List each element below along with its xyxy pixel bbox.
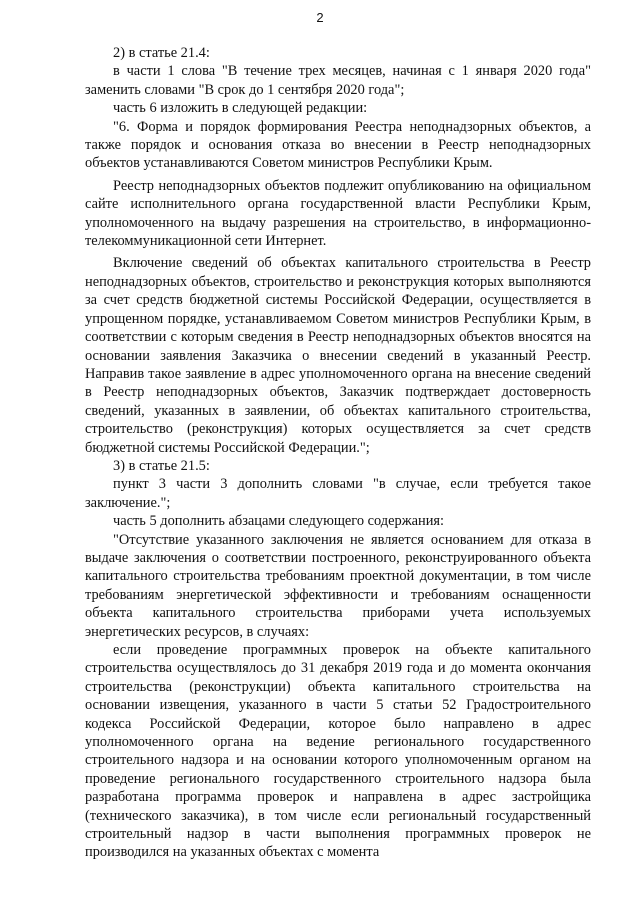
paragraph-article-21-4-heading: 2) в статье 21.4:: [113, 45, 210, 61]
paragraph-registry-inclusion: Включение сведений об объектах капитального строительства в Реестр неподнадзорных объектов, строительство и реконструкция которых выполняются за счет средств бюджетной системы Российской Федерации, осуществляется в упрощенном порядке, устанавливаемом Советом министров Республики Крым, в соответствии с которым сведения в Реестр неподнадзорных объектов вносятся на основании заявления Заказчика о внесении сведений в указанный Реестр. Направив такое заявление в адрес уполномоченного органа на внесение сведений в Реестр неподнадзорных объектов, Заказчик подтверждает достоверность сведений, указанных в заявлении, об объектах капитального строительства, строительство (реконструкция) которых осуществляется за счет средств бюджетной системы Российской Федерации.";: [85, 255, 591, 456]
paragraph-article-21-5-heading: 3) в статье 21.5:: [113, 457, 210, 474]
document-body: [85, 44, 591, 862]
paragraph-absence-of-conclusion: "Отсутствие указанного заключения не является основанием для отказа в выдаче заключения о соответствии построенного, реконструированного объекта капитального строительства требованиям проектной документации, в том числе требованиям энергетической эффективности и требованиям оснащенности объекта капитального строительства приборами учета используемых энергетических ресурсов, в случаях:: [85, 531, 591, 640]
paragraph-part-6-intro: часть 6 изложить в следующей редакции:: [113, 100, 368, 117]
paragraph-clause-3-amendment: пункт 3 части 3 дополнить словами "в случае, если требуется такое заключение.";: [85, 476, 591, 511]
paragraph-part-1-amendment: в части 1 слова "В течение трех месяцев, начиная с 1 января 2020 года" заменить словами "В срок до 1 сентября 2020 года";: [85, 63, 591, 98]
page-number: 2: [316, 10, 324, 25]
paragraph-registry-publication: Реестр неподнадзорных объектов подлежит опубликованию на официальном сайте исполнительного органа государственной власти Республики Крым, уполномоченного на выдачу разрешения на строительство, в информационно-телекоммуникационной сети Интернет.: [85, 177, 591, 250]
paragraph-program-inspections: если проведение программных проверок на объекте капитального строительства осуществлялось до 31 декабря 2019 года и до момента окончания строительства (реконструкции) объекта капитального строительства на основании извещения, указанного в части 5 статьи 52 Градостроительного кодекса Российской Федерации, которое было направлено в адрес уполномоченного органа на ведение регионального государственного строительного надзора и на основании которого уполномоченным органом на проведение регионального государственного строительного надзора была разработана программа проверок и направлена в адрес застройщика (технического заказчика), в том числе если региональный государственный строительный надзор в части выполнения программных проверок не производился на указанных объектах с момента: [85, 642, 591, 861]
paragraph-part-6-text: "6. Форма и порядок формирования Реестра неподнадзорных объектов, а также порядок и основания отказа во внесении в Реестр неподнадзорных объектов устанавливаются Советом министров Республики Крым.: [85, 118, 591, 172]
paragraph-part-5-intro: часть 5 дополнить абзацами следующего содержания:: [113, 513, 445, 530]
